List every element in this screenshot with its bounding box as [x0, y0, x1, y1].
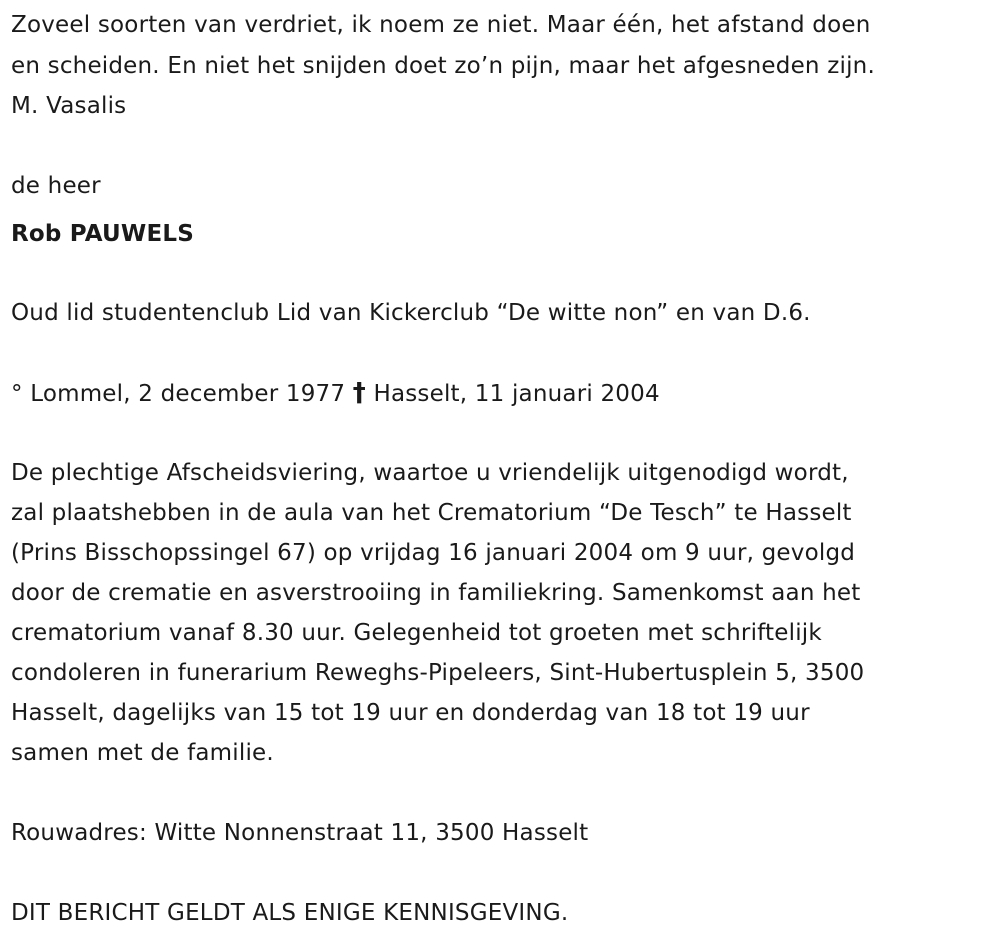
- poem-line: en scheiden. En niet het snijden doet zo’n pijn, maar het afgesneden zijn.: [11, 53, 875, 79]
- announcement-line: door de crematie en asverstrooiing in familiekring. Samenkomst aan het: [11, 580, 861, 606]
- poem-author: M. Vasalis: [11, 93, 127, 119]
- birth-info: ° Lommel, 2 december 1977: [11, 381, 346, 407]
- dates-line: [11, 378, 660, 408]
- announcement-line: samen met de familie.: [11, 740, 274, 766]
- description: Oud lid studentenclub Lid van Kickerclub “De witte non” en van D.6.: [11, 300, 811, 326]
- poem-line: Zoveel soorten van verdriet, ik noem ze niet. Maar één, het afstand doen: [11, 12, 871, 38]
- cross-icon: †: [352, 378, 366, 408]
- announcement-line: crematorium vanaf 8.30 uur. Gelegenheid tot groeten met schriftelijk: [11, 620, 822, 646]
- announcement-line: zal plaatshebben in de aula van het Crematorium “De Tesch” te Hasselt: [11, 500, 852, 526]
- announcement-line: (Prins Bisschopssingel 67) op vrijdag 16 januari 2004 om 9 uur, gevolgd: [11, 540, 856, 566]
- notice: DIT BERICHT GELDT ALS ENIGE KENNISGEVING.: [11, 900, 569, 926]
- salutation: de heer: [11, 173, 101, 199]
- announcement-line: condoleren in funerarium Reweghs-Pipeleers, Sint-Hubertusplein 5, 3500: [11, 660, 865, 686]
- mourning-address: Rouwadres: Witte Nonnenstraat 11, 3500 Hasselt: [11, 820, 589, 846]
- death-info: Hasselt, 11 januari 2004: [373, 381, 660, 407]
- announcement-line: De plechtige Afscheidsviering, waartoe u vriendelijk uitgenodigd wordt,: [11, 460, 849, 486]
- announcement-line: Hasselt, dagelijks van 15 tot 19 uur en donderdag van 18 tot 19 uur: [11, 700, 810, 726]
- deceased-name: Rob PAUWELS: [11, 221, 194, 247]
